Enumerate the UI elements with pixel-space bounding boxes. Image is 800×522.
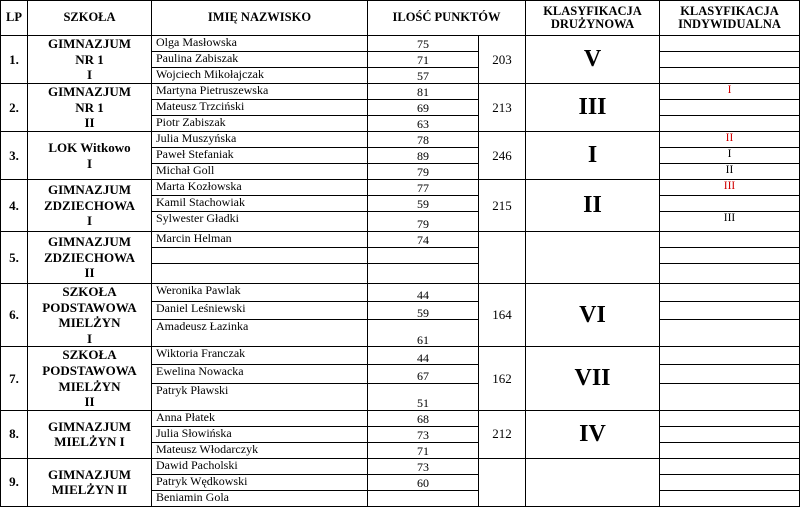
lp-cell: 2. xyxy=(1,84,28,132)
team-points-sum: 162 xyxy=(479,347,526,410)
individual-classification xyxy=(660,196,800,212)
table-row xyxy=(1,232,800,248)
header-row xyxy=(1,1,800,36)
lp-cell: 7. xyxy=(1,347,28,410)
table-row xyxy=(1,458,800,474)
team-classification: V xyxy=(526,36,660,84)
team-points-sum: 215 xyxy=(479,180,526,232)
school-line: GIMNAZJUM xyxy=(47,36,132,52)
player-points: 60 xyxy=(368,474,479,490)
team-points-sum: 213 xyxy=(479,84,526,132)
lp-cell: 3. xyxy=(1,132,28,180)
team-classification: VI xyxy=(526,284,660,347)
school-cell xyxy=(28,458,152,506)
individual-classification xyxy=(660,426,800,442)
player-points: 71 xyxy=(368,52,479,68)
player-points: 77 xyxy=(368,180,479,196)
individual-classification: II xyxy=(660,164,800,180)
player-name: Mateusz Włodarczyk xyxy=(152,442,368,458)
player-points: 69 xyxy=(368,100,479,116)
player-name: Marta Kozłowska xyxy=(152,180,368,196)
school-line: II xyxy=(84,115,95,131)
player-name xyxy=(152,248,368,264)
school-cell xyxy=(28,410,152,458)
player-points: 61 xyxy=(368,320,479,347)
player-points: 68 xyxy=(368,410,479,426)
school-line: MIELŻYN xyxy=(58,378,121,394)
individual-classification xyxy=(660,100,800,116)
player-name: Sylwester Gładki xyxy=(152,212,368,232)
school-cell xyxy=(28,347,152,410)
school-line: ZDZIECHOWA xyxy=(43,249,136,265)
individual-classification xyxy=(660,365,800,383)
school-line: PODSTAWOWA xyxy=(42,362,137,378)
player-name: Piotr Zabiszak xyxy=(152,116,368,132)
player-name: Ewelina Nowacka xyxy=(152,365,368,383)
school-line: MIELŻYN I xyxy=(54,434,125,450)
player-points: 79 xyxy=(368,164,479,180)
team-classification xyxy=(526,232,660,284)
player-name: Michał Goll xyxy=(152,164,368,180)
player-name: Daniel Leśniewski xyxy=(152,302,368,320)
individual-classification xyxy=(660,442,800,458)
player-name: Mateusz Trzciński xyxy=(152,100,368,116)
school-cell xyxy=(28,180,152,232)
player-name: Wojciech Mikołajczak xyxy=(152,68,368,84)
school-line: MIELŻYN II xyxy=(51,482,128,498)
lp-cell: 4. xyxy=(1,180,28,232)
player-points: 73 xyxy=(368,426,479,442)
player-name: Beniamin Gola xyxy=(152,490,368,506)
school-cell xyxy=(28,284,152,347)
school-cell xyxy=(28,232,152,284)
school-line: MIELŻYN xyxy=(58,315,121,331)
player-points: 71 xyxy=(368,442,479,458)
player-points: 63 xyxy=(368,116,479,132)
school-line: I xyxy=(86,67,93,83)
school-line: SZKOŁA xyxy=(62,284,117,299)
lp-cell: 8. xyxy=(1,410,28,458)
player-name: Patryk Wędkowski xyxy=(152,474,368,490)
individual-classification: III xyxy=(660,212,800,232)
player-name: Kamil Stachowiak xyxy=(152,196,368,212)
player-name: Marcin Helman xyxy=(152,232,368,248)
lp-cell: 5. xyxy=(1,232,28,284)
individual-classification xyxy=(660,347,800,365)
table-row xyxy=(1,180,800,196)
player-name: Paulina Zabiszak xyxy=(152,52,368,68)
player-points: 44 xyxy=(368,284,479,302)
header-team: KLASYFIKACJA DRUŻYNOWA xyxy=(526,1,660,36)
header-lp: LP xyxy=(1,1,28,36)
school-line: GIMNAZJUM xyxy=(47,418,132,434)
individual-classification xyxy=(660,383,800,410)
player-name: Julia Słowińska xyxy=(152,426,368,442)
team-points-sum: 164 xyxy=(479,284,526,347)
player-name: Paweł Stefaniak xyxy=(152,148,368,164)
header-school: SZKOŁA xyxy=(28,1,152,36)
team-classification: III xyxy=(526,84,660,132)
team-points-sum xyxy=(479,458,526,506)
individual-classification xyxy=(660,264,800,284)
school-line: ZDZIECHOWA xyxy=(43,197,136,213)
individual-classification: I xyxy=(660,84,800,100)
school-line: SZKOŁA xyxy=(62,347,117,363)
school-line: I xyxy=(86,213,93,229)
school-line: PODSTAWOWA xyxy=(42,299,137,315)
player-name xyxy=(152,264,368,284)
individual-classification xyxy=(660,302,800,320)
header-points: ILOŚĆ PUNKTÓW xyxy=(368,1,526,36)
individual-classification xyxy=(660,52,800,68)
individual-classification xyxy=(660,248,800,264)
lp-cell: 9. xyxy=(1,458,28,506)
player-points xyxy=(368,490,479,506)
header-name: IMIĘ NAZWISKO xyxy=(152,1,368,36)
table-row xyxy=(1,84,800,100)
table-row xyxy=(1,36,800,52)
player-points: 89 xyxy=(368,148,479,164)
player-points: 74 xyxy=(368,232,479,248)
player-points: 44 xyxy=(368,347,479,365)
individual-classification xyxy=(660,410,800,426)
school-cell xyxy=(28,36,152,84)
individual-classification xyxy=(660,458,800,474)
school-cell xyxy=(28,132,152,180)
player-points: 81 xyxy=(368,84,479,100)
player-name: Wiktoria Franczak xyxy=(152,347,368,365)
team-points-sum xyxy=(479,232,526,284)
team-points-sum: 246 xyxy=(479,132,526,180)
school-line: GIMNAZJUM xyxy=(47,84,132,100)
player-points: 73 xyxy=(368,458,479,474)
individual-classification xyxy=(660,490,800,506)
player-points: 59 xyxy=(368,302,479,320)
individual-classification: III xyxy=(660,180,800,196)
school-line: I xyxy=(86,155,93,171)
school-line: GIMNAZJUM xyxy=(47,466,132,482)
player-name: Weronika Pawlak xyxy=(152,284,368,302)
player-name: Amadeusz Łazinka xyxy=(152,320,368,347)
header-individual: KLASYFIKACJA INDYWIDUALNA xyxy=(660,1,800,36)
school-line: II xyxy=(84,394,95,410)
player-name: Olga Masłowska xyxy=(152,36,368,52)
school-line: II xyxy=(84,265,95,281)
team-points-sum: 212 xyxy=(479,410,526,458)
player-points: 79 xyxy=(368,212,479,232)
team-classification: VII xyxy=(526,347,660,410)
player-points xyxy=(368,264,479,284)
individual-classification xyxy=(660,36,800,52)
player-points xyxy=(368,248,479,264)
school-line: NR 1 xyxy=(75,99,104,115)
player-name: Julia Muszyńska xyxy=(152,132,368,148)
individual-classification xyxy=(660,116,800,132)
table-row xyxy=(1,284,800,302)
team-classification xyxy=(526,458,660,506)
individual-classification xyxy=(660,68,800,84)
table-row xyxy=(1,132,800,148)
team-classification: II xyxy=(526,180,660,232)
individual-classification xyxy=(660,284,800,302)
individual-classification xyxy=(660,320,800,347)
individual-classification: II xyxy=(660,132,800,148)
player-points: 51 xyxy=(368,383,479,410)
school-line: GIMNAZJUM xyxy=(47,234,132,250)
school-line: NR 1 xyxy=(75,51,104,67)
table-row xyxy=(1,410,800,426)
player-points: 75 xyxy=(368,36,479,52)
team-classification: I xyxy=(526,132,660,180)
team-points-sum: 203 xyxy=(479,36,526,84)
player-name: Anna Płatek xyxy=(152,410,368,426)
player-points: 59 xyxy=(368,196,479,212)
player-name: Dawid Pacholski xyxy=(152,458,368,474)
lp-cell: 6. xyxy=(1,284,28,347)
player-points: 78 xyxy=(368,132,479,148)
lp-cell: 1. xyxy=(1,36,28,84)
individual-classification xyxy=(660,474,800,490)
school-line: LOK Witkowo xyxy=(48,139,131,155)
player-points: 57 xyxy=(368,68,479,84)
individual-classification: I xyxy=(660,148,800,164)
school-cell xyxy=(28,84,152,132)
table-row xyxy=(1,347,800,365)
player-name: Martyna Pietruszewska xyxy=(152,84,368,100)
school-line: GIMNAZJUM xyxy=(47,182,132,198)
individual-classification xyxy=(660,232,800,248)
school-line: I xyxy=(86,330,93,346)
player-points: 67 xyxy=(368,365,479,383)
player-name: Patryk Pławski xyxy=(152,383,368,410)
team-classification: IV xyxy=(526,410,660,458)
